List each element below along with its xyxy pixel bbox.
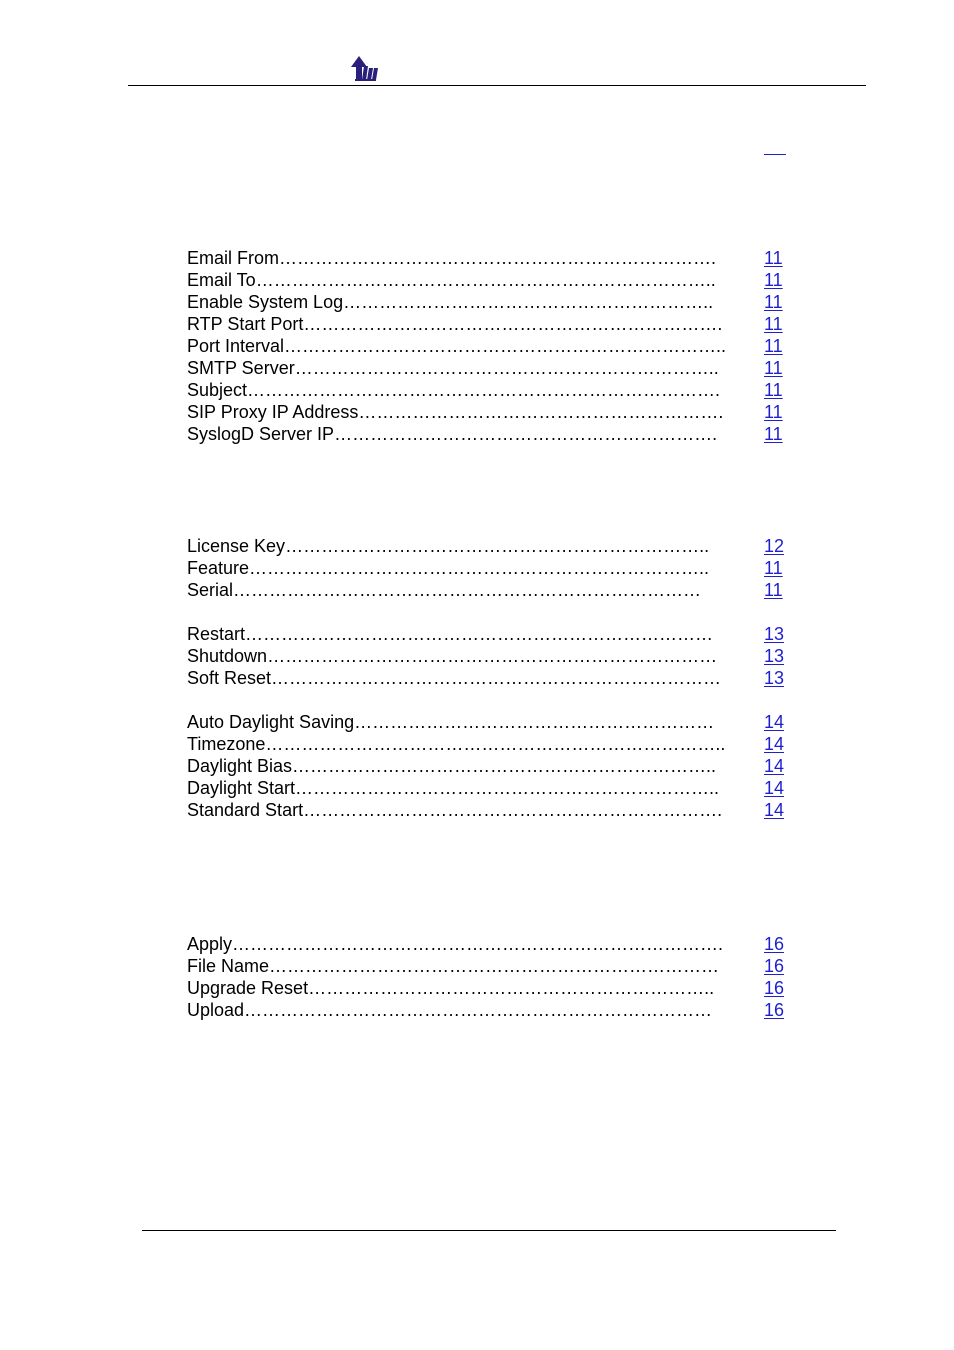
toc-entry-title: SIP Proxy IP Address……………………………………………………. (187, 402, 724, 422)
toc-entry (187, 269, 787, 291)
toc-entry-title: Apply………………………………………………………………………. (187, 934, 724, 954)
toc-section-3 (187, 933, 787, 1021)
toc-entry (187, 357, 787, 379)
toc-page-link[interactable]: 14 (764, 756, 785, 776)
toc-entry (187, 423, 787, 445)
toc-page-link[interactable]: 11 (764, 558, 783, 578)
toc-page-link-underline[interactable] (764, 154, 786, 155)
toc-entry-title: SyslogD Server IP………………………………………………………. (187, 424, 718, 444)
toc-entry (187, 313, 787, 335)
toc-page-link[interactable]: 11 (764, 248, 783, 268)
company-logo-icon (348, 54, 382, 84)
toc-entry (187, 777, 787, 799)
toc-entry-title: Daylight Start…………………………………………………………….. (187, 778, 720, 798)
footer-rule (142, 1230, 836, 1231)
toc-page-link[interactable]: 13 (764, 668, 785, 688)
toc-page-link[interactable]: 11 (764, 380, 783, 400)
toc-page-link[interactable]: 11 (764, 358, 783, 378)
toc-entry (187, 955, 787, 977)
toc-page-link[interactable]: 12 (764, 536, 785, 556)
toc-page-link[interactable]: 11 (764, 292, 783, 312)
toc-page-link[interactable]: 11 (764, 314, 783, 334)
toc-page-link[interactable]: 16 (764, 934, 785, 954)
toc-entry (187, 335, 787, 357)
toc-entry-title: Upgrade Reset………………………………………………………….. (187, 978, 715, 998)
toc-entry-title: Restart…………………………………………………………………… (187, 624, 714, 644)
toc-entry-title: Feature………………………………………………………………….. (187, 558, 710, 578)
toc-entry-title: Shutdown………………………………………………………………… (187, 646, 718, 666)
toc-entry-title: Serial…………………………………………………………………… (187, 580, 702, 600)
toc-entry (187, 799, 787, 821)
toc-entry-title: SMTP Server…………………………………………………………….. (187, 358, 719, 378)
toc-entry-title: Upload…………………………………………………………………… (187, 1000, 713, 1020)
toc-entry-title: Timezone………………………………………………………………….. (187, 734, 726, 754)
toc-page-link[interactable]: 11 (764, 336, 783, 356)
toc-entry-title: Standard Start……………………………………………………………. (187, 800, 723, 820)
toc-section-2 (187, 535, 787, 821)
toc-entry (187, 579, 787, 601)
toc-entry (187, 755, 787, 777)
toc-page-link[interactable]: 16 (764, 956, 785, 976)
toc-entry (187, 733, 787, 755)
toc-page-link[interactable]: 14 (764, 800, 785, 820)
toc-entry-title: Auto Daylight Saving…………………………………………………… (187, 712, 715, 732)
toc-entry-title: Email To………………………………………………………………….. (187, 270, 716, 290)
toc-page-link[interactable]: 16 (764, 1000, 785, 1020)
toc-entry-title: RTP Start Port……………………………………………………………. (187, 314, 723, 334)
toc-page-link[interactable]: 14 (764, 712, 785, 732)
toc-page-link[interactable]: 11 (764, 580, 783, 600)
toc-entry-title: File Name………………………………………………………………… (187, 956, 720, 976)
toc-entry (187, 535, 787, 557)
toc-entry (187, 557, 787, 579)
toc-entry (187, 977, 787, 999)
toc-entry (187, 247, 787, 269)
toc-page-link[interactable]: 14 (764, 778, 785, 798)
toc-entry (187, 379, 787, 401)
toc-entry-title: License Key…………………………………………………………….. (187, 536, 710, 556)
header-rule (128, 85, 866, 86)
toc-section-1 (187, 247, 787, 445)
toc-entry (187, 645, 787, 667)
toc-entry-title: Soft Reset………………………………………………………………… (187, 668, 722, 688)
toc-page-link[interactable]: 11 (764, 424, 783, 444)
toc-entry (187, 711, 787, 733)
toc-entry (187, 933, 787, 955)
toc-page-link[interactable]: 16 (764, 978, 785, 998)
toc-entry-title: Port Interval……………………………………………………………….. (187, 336, 727, 356)
toc-entry-title: Subject……………………………………………………………………. (187, 380, 721, 400)
toc-page-link[interactable]: 11 (764, 270, 783, 290)
toc-entry (187, 291, 787, 313)
toc-entry-title: Daylight Bias…………………………………………………………….. (187, 756, 717, 776)
toc-entry (187, 999, 787, 1021)
toc-page-link[interactable]: 11 (764, 402, 783, 422)
toc-entry (187, 667, 787, 689)
toc-entry-title: Email From………………………………………………………………. (187, 248, 717, 268)
toc-entry-title: Enable System Log…………………………………………………….. (187, 292, 714, 312)
toc-page-link[interactable]: 13 (764, 624, 785, 644)
toc-page-link[interactable]: 14 (764, 734, 785, 754)
toc-entry (187, 401, 787, 423)
toc-entry (187, 623, 787, 645)
toc-page-link[interactable]: 13 (764, 646, 785, 666)
